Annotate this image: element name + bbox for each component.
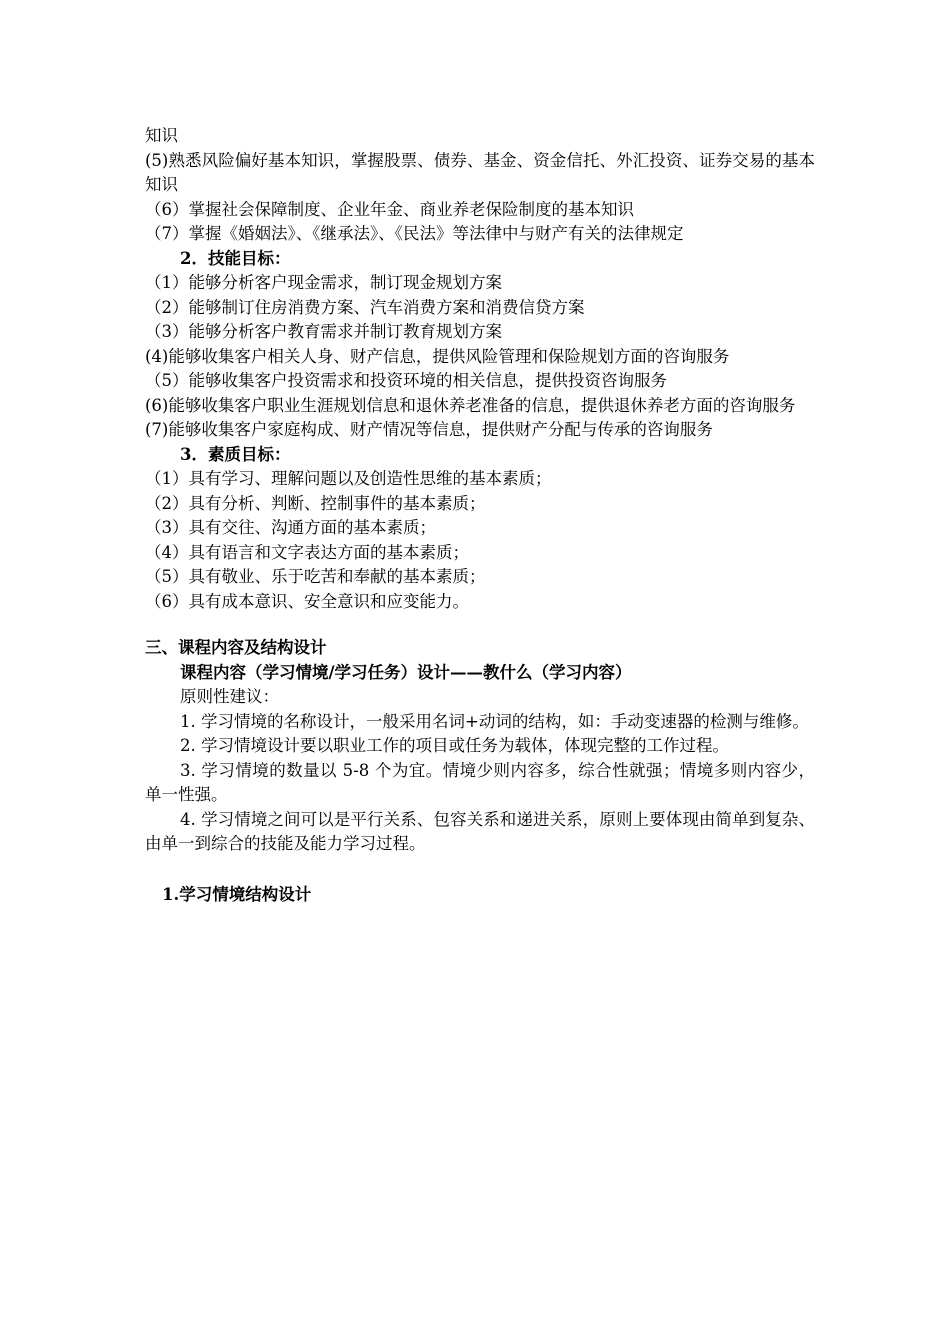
skill-item: （2）能够制订住房消费方案、汽车消费方案和消费信贷方案 (145, 297, 585, 317)
principle-item: 2. 学习情境设计要以职业工作的项目或任务为载体，体现完整的工作过程。 (180, 736, 729, 755)
skills-heading: 2．技能目标： (180, 248, 291, 268)
quality-item: （4）具有语言和文字表达方面的基本素质； (145, 542, 469, 562)
knowledge-continuation: 知识 (145, 126, 178, 145)
skill-item: （1）能够分析客户现金需求，制订现金规划方案 (145, 273, 502, 292)
quality-item: （2）具有分析、判断、控制事件的基本素质； (145, 493, 486, 513)
quality-item: （3）具有交往、沟通方面的基本素质； (145, 518, 436, 537)
skill-item: (7)能够收集客户家庭构成、财产情况等信息，提供财产分配与传承的咨询服务 (145, 420, 713, 439)
skill-item: (4)能够收集客户相关人身、财产信息，提供风险管理和保险规划方面的咨询服务 (145, 346, 730, 366)
spacer (145, 614, 815, 636)
principle-item: 1. 学习情境的名称设计，一般采用名词+动词的结构，如：手动变速器的检测与维修。 (180, 711, 809, 731)
section-title: 三、课程内容及结构设计 (145, 638, 327, 657)
document-page (145, 124, 815, 907)
principle-item: 4. 学习情境之间可以是平行关系、包容关系和递进关系，原则上要体现由简单到复杂、由单一到综合的技能及能力学习过程。 (145, 809, 815, 853)
knowledge-item-6: （6）掌握社会保障制度、企业年金、商业养老保险制度的基本知识 (145, 199, 634, 219)
skill-item: （3）能够分析客户教育需求并制订教育规划方案 (145, 322, 502, 341)
quality-heading: 3．素质目标： (180, 444, 291, 464)
quality-item: （5）具有敬业、乐于吃苦和奉献的基本素质； (145, 567, 486, 586)
quality-item: （6）具有成本意识、安全意识和应变能力。 (145, 591, 469, 611)
principle-label: 原则性建议： (180, 687, 279, 706)
skill-item: (6)能够收集客户职业生涯规划信息和退休养老准备的信息，提供退休养老方面的咨询服务 (145, 395, 796, 415)
quality-item: （1）具有学习、理解问题以及创造性思维的基本素质； (145, 469, 552, 488)
skill-item: （5）能够收集客户投资需求和投资环境的相关信息，提供投资咨询服务 (145, 371, 667, 390)
spacer (145, 857, 815, 883)
principle-item: 3. 学习情境的数量以 5-8 个为宜。情境少则内容多，综合性就强；情境多则内容少，单一性强。 (145, 760, 815, 804)
knowledge-item-5: (5)熟悉风险偏好基本知识，掌握股票、债券、基金、资金信托、外汇投资、证券交易的基本知识 (145, 150, 815, 194)
knowledge-item-7: （7）掌握《婚姻法》、《继承法》、《民法》等法律中与财产有关的法律规定 (145, 224, 684, 243)
section-subtitle: 课程内容（学习情境/学习任务）设计——教什么（学习内容） (180, 662, 632, 682)
structure-heading: 1.学习情境结构设计 (162, 884, 312, 904)
